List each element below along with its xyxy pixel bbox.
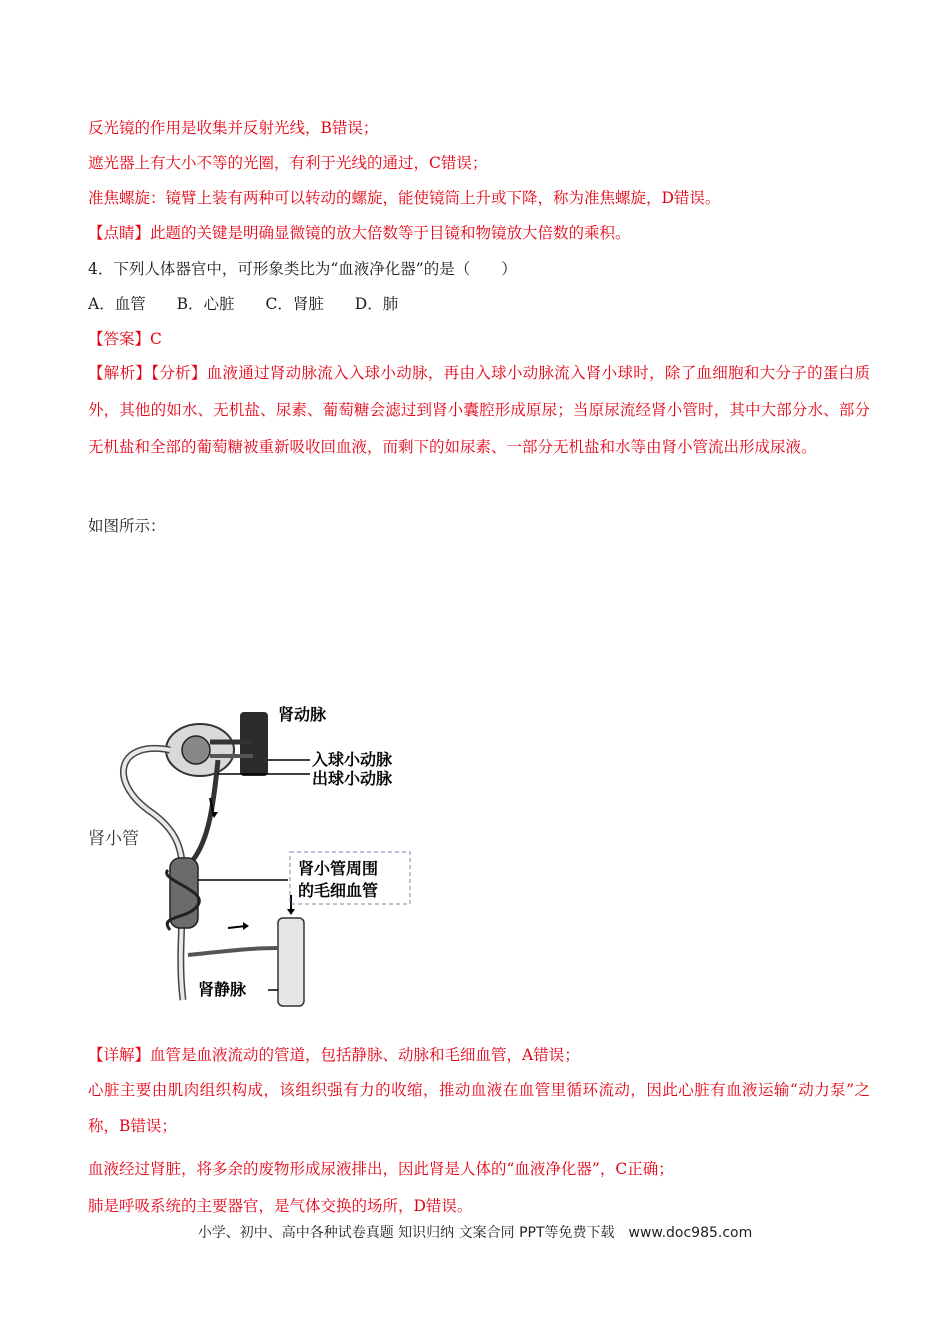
- page-footer: 小学、初中、高中各种试卷真题 知识归纳 文案合同 PPT等免费下载 www.doc985.com: [197, 1225, 753, 1241]
- text-line: 准焦螺旋：镜臂上装有两种可以转动的螺旋，能使镜筒上升或下降，称为准焦螺旋，D错误。: [88, 189, 721, 207]
- detail-line: 血液经过肾脏，将多余的废物形成尿液排出，因此肾是人体的“血液净化器”，C正确；: [88, 1160, 674, 1178]
- label-capillary-2: 的毛细血管: [298, 881, 379, 900]
- renal-vein-shape: [278, 918, 304, 1006]
- label-tubule: 肾小管: [88, 829, 139, 849]
- label-renal-vein: 肾静脉: [198, 980, 247, 999]
- question-stem: 4．下列人体器官中，可形象类比为“血液净化器”的是（ ）: [88, 260, 517, 278]
- label-efferent: 出球小动脉: [312, 769, 393, 788]
- label-renal-artery: 肾动脉: [278, 705, 327, 724]
- option-b: B．心脏: [176, 295, 235, 313]
- detail-line: 肺是呼吸系统的主要器官，是气体交换的场所，D错误。: [88, 1197, 473, 1215]
- option-a: A．血管: [88, 295, 146, 313]
- answer-line: 【答案】C: [88, 330, 162, 348]
- nephron-diagram: [88, 690, 428, 1010]
- figure-intro: 如图所示：: [88, 517, 166, 535]
- option-c: C．肾脏: [265, 295, 324, 313]
- detail-line: 心脏主要由肌肉组织构成，该组织强有力的收缩，推动血液在血管里循环流动，因此心脏有血液运输“动力泵”之称，B错误；: [88, 1081, 870, 1135]
- analysis-paragraph: 【解析】【分析】血液通过肾动脉流入入球小动脉，再由入球小动脉流入肾小球时，除了血细胞和大分子的蛋白质外，其他的如水、无机盐、尿素、葡萄糖会滤过到肾小囊腔形成原尿；当原尿流经肾小管时，其中大部分水、部分无机盐和全部的葡萄糖被重新吸收回血液，而剩下的如尿素、一部分无机盐和水等由肾小管流出形成尿液。: [88, 364, 870, 456]
- detail-line: 【详解】血管是血液流动的管道，包括静脉、动脉和毛细血管，A错误；: [88, 1046, 580, 1064]
- text-line: 遮光器上有大小不等的光圈，有利于光线的通过，C错误；: [88, 154, 488, 172]
- text-line: 反光镜的作用是收集并反射光线，B错误；: [88, 119, 379, 137]
- label-capillary-1: 肾小管周围: [298, 859, 379, 878]
- question-options: [88, 294, 870, 314]
- option-d: D．肺: [354, 295, 399, 313]
- tip-line: 【点睛】此题的关键是明确显微镜的放大倍数等于目镜和物镜放大倍数的乘积。: [88, 224, 631, 242]
- label-afferent: 入球小动脉: [312, 750, 393, 769]
